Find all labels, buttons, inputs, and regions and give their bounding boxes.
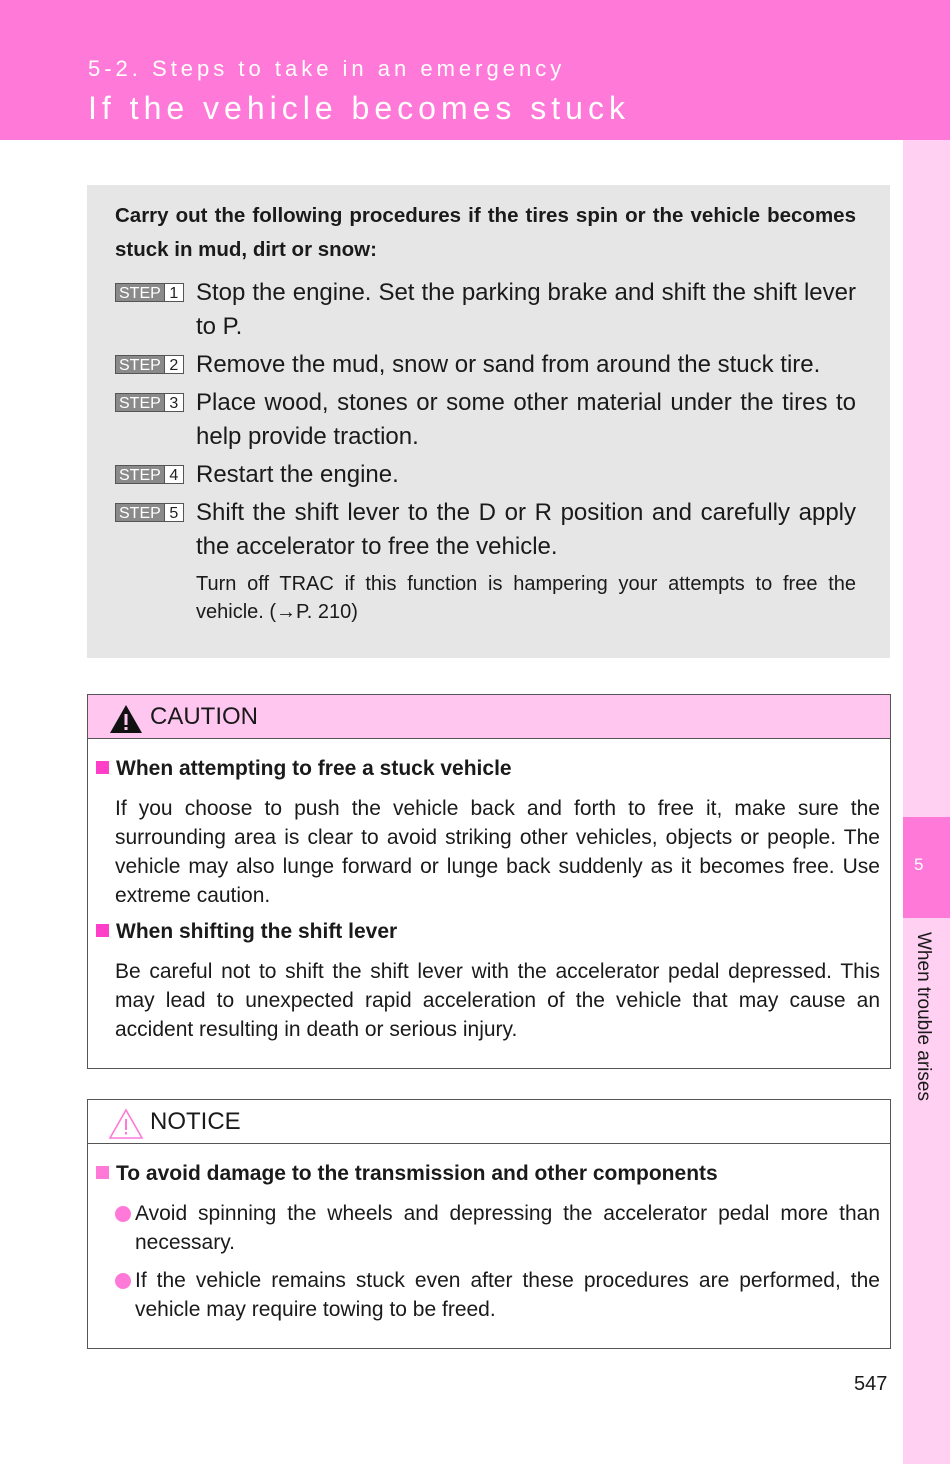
notice-heading: To avoid damage to the transmission and other components	[96, 1160, 718, 1188]
step-3	[115, 386, 856, 454]
page-header	[0, 0, 950, 140]
page-title: If the vehicle becomes stuck	[88, 90, 630, 126]
step-badge: STEP 1	[115, 283, 184, 302]
chapter-number: 5	[914, 855, 924, 874]
procedure-lead: Carry out the following procedures if the tires spin or the vehicle becomes stuck in mud, dirt or snow:	[115, 204, 856, 261]
step-text: Shift the shift lever to the D or R position and carefully apply the accelerator to free the vehicle.	[196, 499, 856, 560]
step-text: Restart the engine.	[196, 461, 399, 488]
step-badge: STEP 5	[115, 503, 184, 522]
chapter-tab[interactable]	[903, 817, 950, 918]
circle-bullet-icon	[115, 1273, 131, 1289]
notice-label: NOTICE	[150, 1108, 241, 1135]
step-5	[115, 496, 856, 564]
side-strip	[903, 140, 950, 1464]
caution-body: If you choose to push the vehicle back and forth to free it, make sure the surrounding area is clear to avoid striking other vehicles, objects or people. The vehicle may also lunge forward or lunge back suddenly as it becomes free. Use extreme caution.	[115, 797, 880, 907]
notice-bullet: If the vehicle remains stuck even after these procedures are performed, the vehicle may require towing to be freed.	[115, 1266, 880, 1324]
step-text: Place wood, stones or some other material under the tires to help provide traction.	[196, 389, 856, 450]
warning-outline-icon	[108, 1108, 144, 1140]
chapter-label: When trouble arises	[913, 932, 934, 1101]
square-bullet-icon	[96, 761, 109, 774]
caution-body: Be careful not to shift the shift lever with the accelerator pedal depressed. This may lead to unexpected rapid acceleration of the vehicle that may cause an accident resulting in death or serious injury.	[115, 960, 880, 1041]
step-1	[115, 276, 856, 344]
step-text: Remove the mud, snow or sand from around the stuck tire.	[196, 351, 821, 378]
step-2	[115, 348, 856, 382]
notice-box	[87, 1099, 891, 1349]
caution-label: CAUTION	[150, 703, 258, 730]
step-badge: STEP 2	[115, 355, 184, 374]
step-4	[115, 458, 856, 492]
warning-icon	[108, 703, 144, 735]
page-number: 547	[854, 1373, 888, 1395]
step-text: Stop the engine. Set the parking brake and shift the shift lever to P.	[196, 279, 856, 340]
circle-bullet-icon	[115, 1206, 131, 1222]
notice-header	[88, 1100, 890, 1144]
trac-note: Turn off TRAC if this function is hampering your attempts to free the vehicle. (→P. 210)	[196, 573, 856, 623]
caution-heading: When attempting to free a stuck vehicle	[96, 755, 512, 783]
step-badge: STEP 3	[115, 393, 184, 412]
step-badge: STEP 4	[115, 465, 184, 484]
square-bullet-icon	[96, 924, 109, 937]
caution-header	[88, 695, 890, 739]
caution-box	[87, 694, 891, 1069]
notice-bullet: Avoid spinning the wheels and depressing the accelerator pedal more than necessary.	[115, 1199, 880, 1257]
caution-heading: When shifting the shift lever	[96, 918, 397, 946]
section-title: 5-2. Steps to take in an emergency	[88, 56, 566, 81]
square-bullet-icon	[96, 1166, 109, 1179]
